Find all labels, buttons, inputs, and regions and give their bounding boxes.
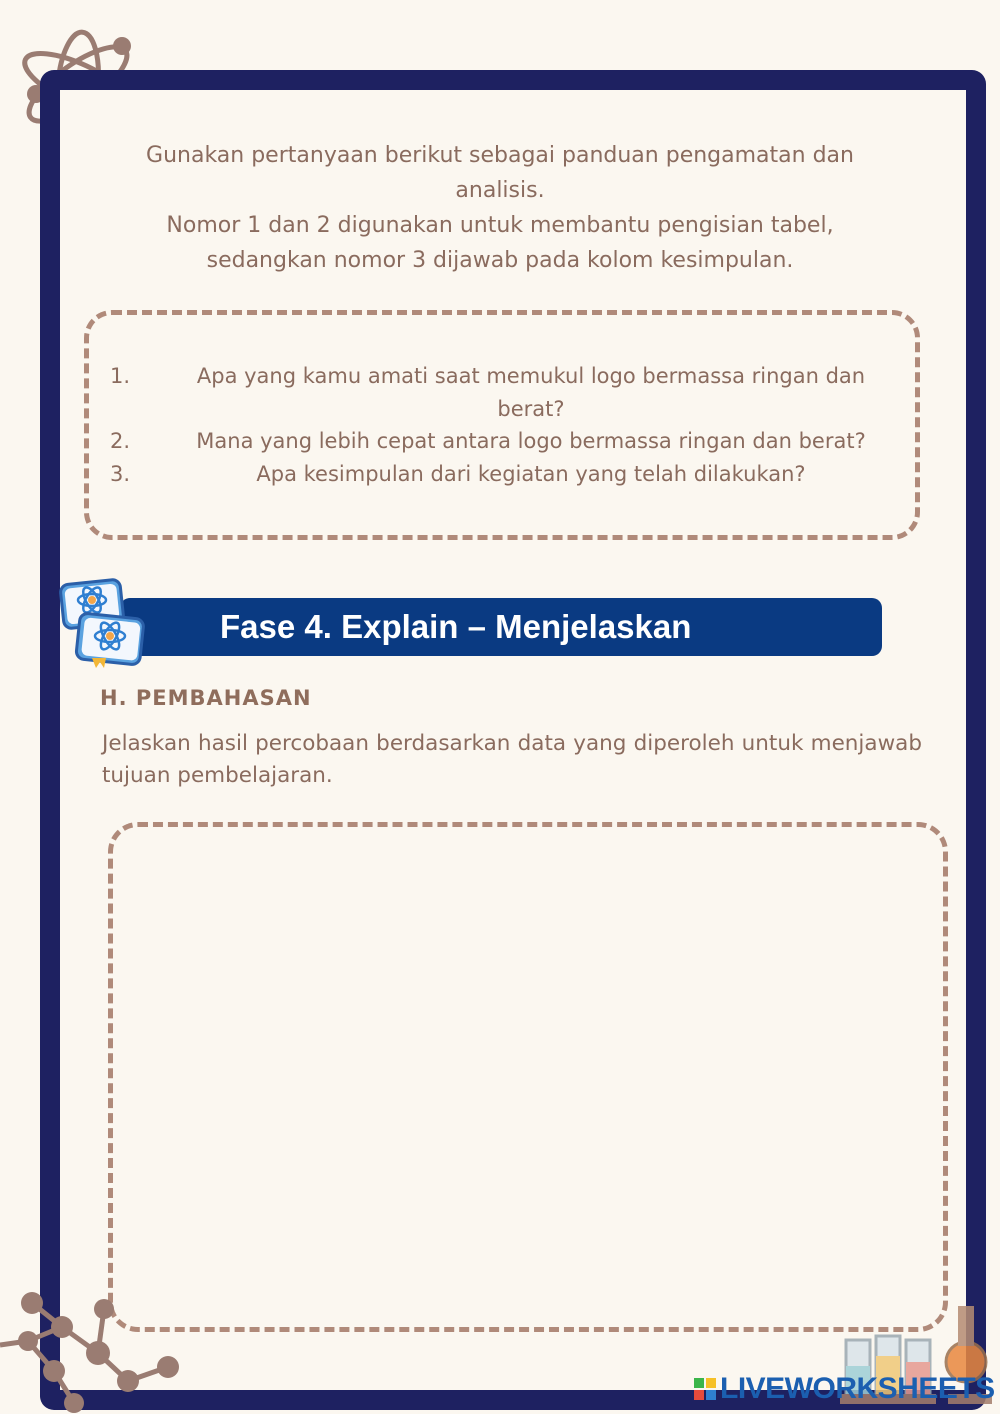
instruction-text: Jelaskan hasil percobaan berdasarkan data yang diperoleh untuk menjawab tujuan pembelajaran. xyxy=(102,731,922,788)
watermark-text: LIVEWORKSHEETS xyxy=(720,1372,995,1405)
liveworksheets-logo-icon xyxy=(694,1378,716,1400)
question-number: 1. xyxy=(110,364,131,388)
molecule-icon xyxy=(0,1285,190,1414)
question-number: 2. xyxy=(110,429,131,453)
question-text: Apa yang kamu amati saat memukul logo bermassa ringan dan berat? xyxy=(196,364,866,421)
intro-text xyxy=(110,138,890,278)
intro-line-2: Nomor 1 dan 2 digunakan untuk membantu pengisian tabel, sedangkan nomor 3 dijawab pada kolom kesimpulan. xyxy=(166,213,834,273)
watermark xyxy=(694,1372,995,1406)
question-item xyxy=(110,425,890,458)
intro-line-1: Gunakan pertanyaan berikut sebagai panduan pengamatan dan analisis. xyxy=(146,143,854,203)
question-list xyxy=(110,360,890,490)
book-atom-icon xyxy=(58,572,150,670)
question-text: Mana yang lebih cepat antara logo bermassa ringan dan berat? xyxy=(196,429,866,453)
question-item xyxy=(110,360,890,425)
answer-box[interactable] xyxy=(108,822,948,1332)
section-heading: H. PEMBAHASAN xyxy=(100,686,312,710)
phase-title: Fase 4. Explain – Menjelaskan xyxy=(220,608,692,645)
question-number: 3. xyxy=(110,461,131,486)
question-text: Apa kesimpulan dari kegiatan yang telah dilakukan? xyxy=(256,461,806,486)
phase-banner xyxy=(120,598,882,656)
question-item xyxy=(110,458,890,491)
